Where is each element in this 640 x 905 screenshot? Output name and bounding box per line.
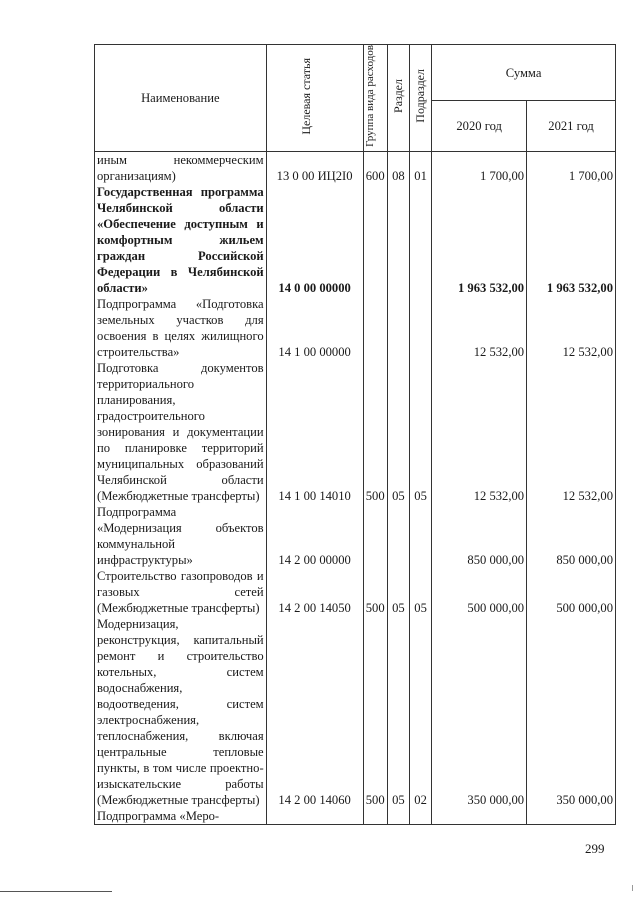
footer-rule — [0, 891, 112, 892]
header-subsection-label: Подраздел — [413, 69, 428, 123]
row-section: 05 — [387, 568, 409, 616]
row-sum-2021: 12 532,00 — [527, 360, 616, 504]
table-row — [95, 568, 616, 616]
table-row — [95, 360, 616, 504]
row-target-article: 14 0 00 00000 — [266, 184, 363, 296]
row-target-article: 14 2 00 00000 — [266, 504, 363, 568]
header-target-article-label: Целевая статья — [298, 57, 313, 135]
row-expense-group — [363, 504, 387, 568]
header-name: Наименование — [95, 45, 267, 152]
table-row — [95, 808, 616, 825]
header-sum: Сумма — [432, 45, 616, 101]
row-section: 05 — [387, 616, 409, 808]
row-name: Подпрограмма «Меро- — [95, 808, 267, 825]
row-subsection — [409, 296, 431, 360]
table-row — [95, 184, 616, 296]
row-expense-group: 600 — [363, 151, 387, 184]
row-section — [387, 808, 409, 825]
header-section-label: Раздел — [390, 78, 405, 113]
row-sum-2021: 1 700,00 — [527, 151, 616, 184]
row-subsection — [409, 504, 431, 568]
row-target-article: 14 1 00 00000 — [266, 296, 363, 360]
row-subsection: 01 — [409, 151, 431, 184]
table-row — [95, 616, 616, 808]
row-section — [387, 504, 409, 568]
edge-mark — [632, 885, 633, 891]
row-name: Строительство газопроводов и газовых сетей (Межбюджетные трансферты) — [95, 568, 267, 616]
row-section: 05 — [387, 360, 409, 504]
row-expense-group — [363, 184, 387, 296]
header-year-2020: 2020 год — [432, 101, 527, 152]
header-year-2021: 2021 год — [527, 101, 616, 152]
header-subsection — [409, 45, 431, 152]
row-sum-2020: 850 000,00 — [432, 504, 527, 568]
row-subsection: 02 — [409, 616, 431, 808]
row-target-article: 14 2 00 14060 — [266, 616, 363, 808]
budget-table — [94, 44, 616, 825]
table-row — [95, 151, 616, 184]
row-sum-2021: 350 000,00 — [527, 616, 616, 808]
row-expense-group — [363, 296, 387, 360]
row-expense-group — [363, 808, 387, 825]
header-section — [387, 45, 409, 152]
header-expense-group-label: Группа вида расходов — [363, 45, 376, 147]
header-expense-group — [363, 45, 387, 152]
row-name: Государственная программа Челябинской области «Обеспечение доступным и комфортным жильем граждан Российской Федерации в Челябинской области» — [95, 184, 267, 296]
row-sum-2021: 1 963 532,00 — [527, 184, 616, 296]
row-section: 08 — [387, 151, 409, 184]
row-subsection — [409, 808, 431, 825]
row-subsection — [409, 184, 431, 296]
header-target-article — [266, 45, 363, 152]
row-section — [387, 296, 409, 360]
row-name: иным некоммерческим организациям) — [95, 151, 267, 184]
row-sum-2021: 500 000,00 — [527, 568, 616, 616]
row-name: Подпрограмма «Модернизация объектов коммунальной инфраструктуры» — [95, 504, 267, 568]
row-sum-2020 — [432, 808, 527, 825]
row-section — [387, 184, 409, 296]
row-sum-2021 — [527, 808, 616, 825]
row-sum-2020: 12 532,00 — [432, 296, 527, 360]
row-subsection: 05 — [409, 360, 431, 504]
page-number: 299 — [585, 841, 605, 856]
row-name: Подпрограмма «Подготовка земельных участков для освоения в целях жилищного строительства» — [95, 296, 267, 360]
row-name: Модернизация, реконструкция, капитальный ремонт и строительство котельных, систем водоснабжения, водоотведения, систем электроснабжения, теплоснабжения, включая центральные тепловые пункты, в том числе проектно-изыскательские работы (Межбюджетные трансферты) — [95, 616, 267, 808]
row-sum-2021: 12 532,00 — [527, 296, 616, 360]
row-expense-group: 500 — [363, 360, 387, 504]
table-header — [95, 45, 616, 152]
table-body — [95, 151, 616, 824]
row-sum-2020: 1 963 532,00 — [432, 184, 527, 296]
row-target-article: 14 2 00 14050 — [266, 568, 363, 616]
row-sum-2020: 12 532,00 — [432, 360, 527, 504]
row-expense-group: 500 — [363, 568, 387, 616]
row-target-article: 14 1 00 14010 — [266, 360, 363, 504]
row-sum-2020: 350 000,00 — [432, 616, 527, 808]
row-sum-2020: 1 700,00 — [432, 151, 527, 184]
table-row — [95, 296, 616, 360]
row-subsection: 05 — [409, 568, 431, 616]
row-expense-group: 500 — [363, 616, 387, 808]
table-row — [95, 504, 616, 568]
row-sum-2021: 850 000,00 — [527, 504, 616, 568]
row-target-article — [266, 808, 363, 825]
row-target-article: 13 0 00 ИЦ2I0 — [266, 151, 363, 184]
row-sum-2020: 500 000,00 — [432, 568, 527, 616]
row-name: Подготовка документов территориального планирования, градостроительного зонирования и документации по планировке территорий муниципальных образований Челябинской области (Межбюджетные трансферты) — [95, 360, 267, 504]
